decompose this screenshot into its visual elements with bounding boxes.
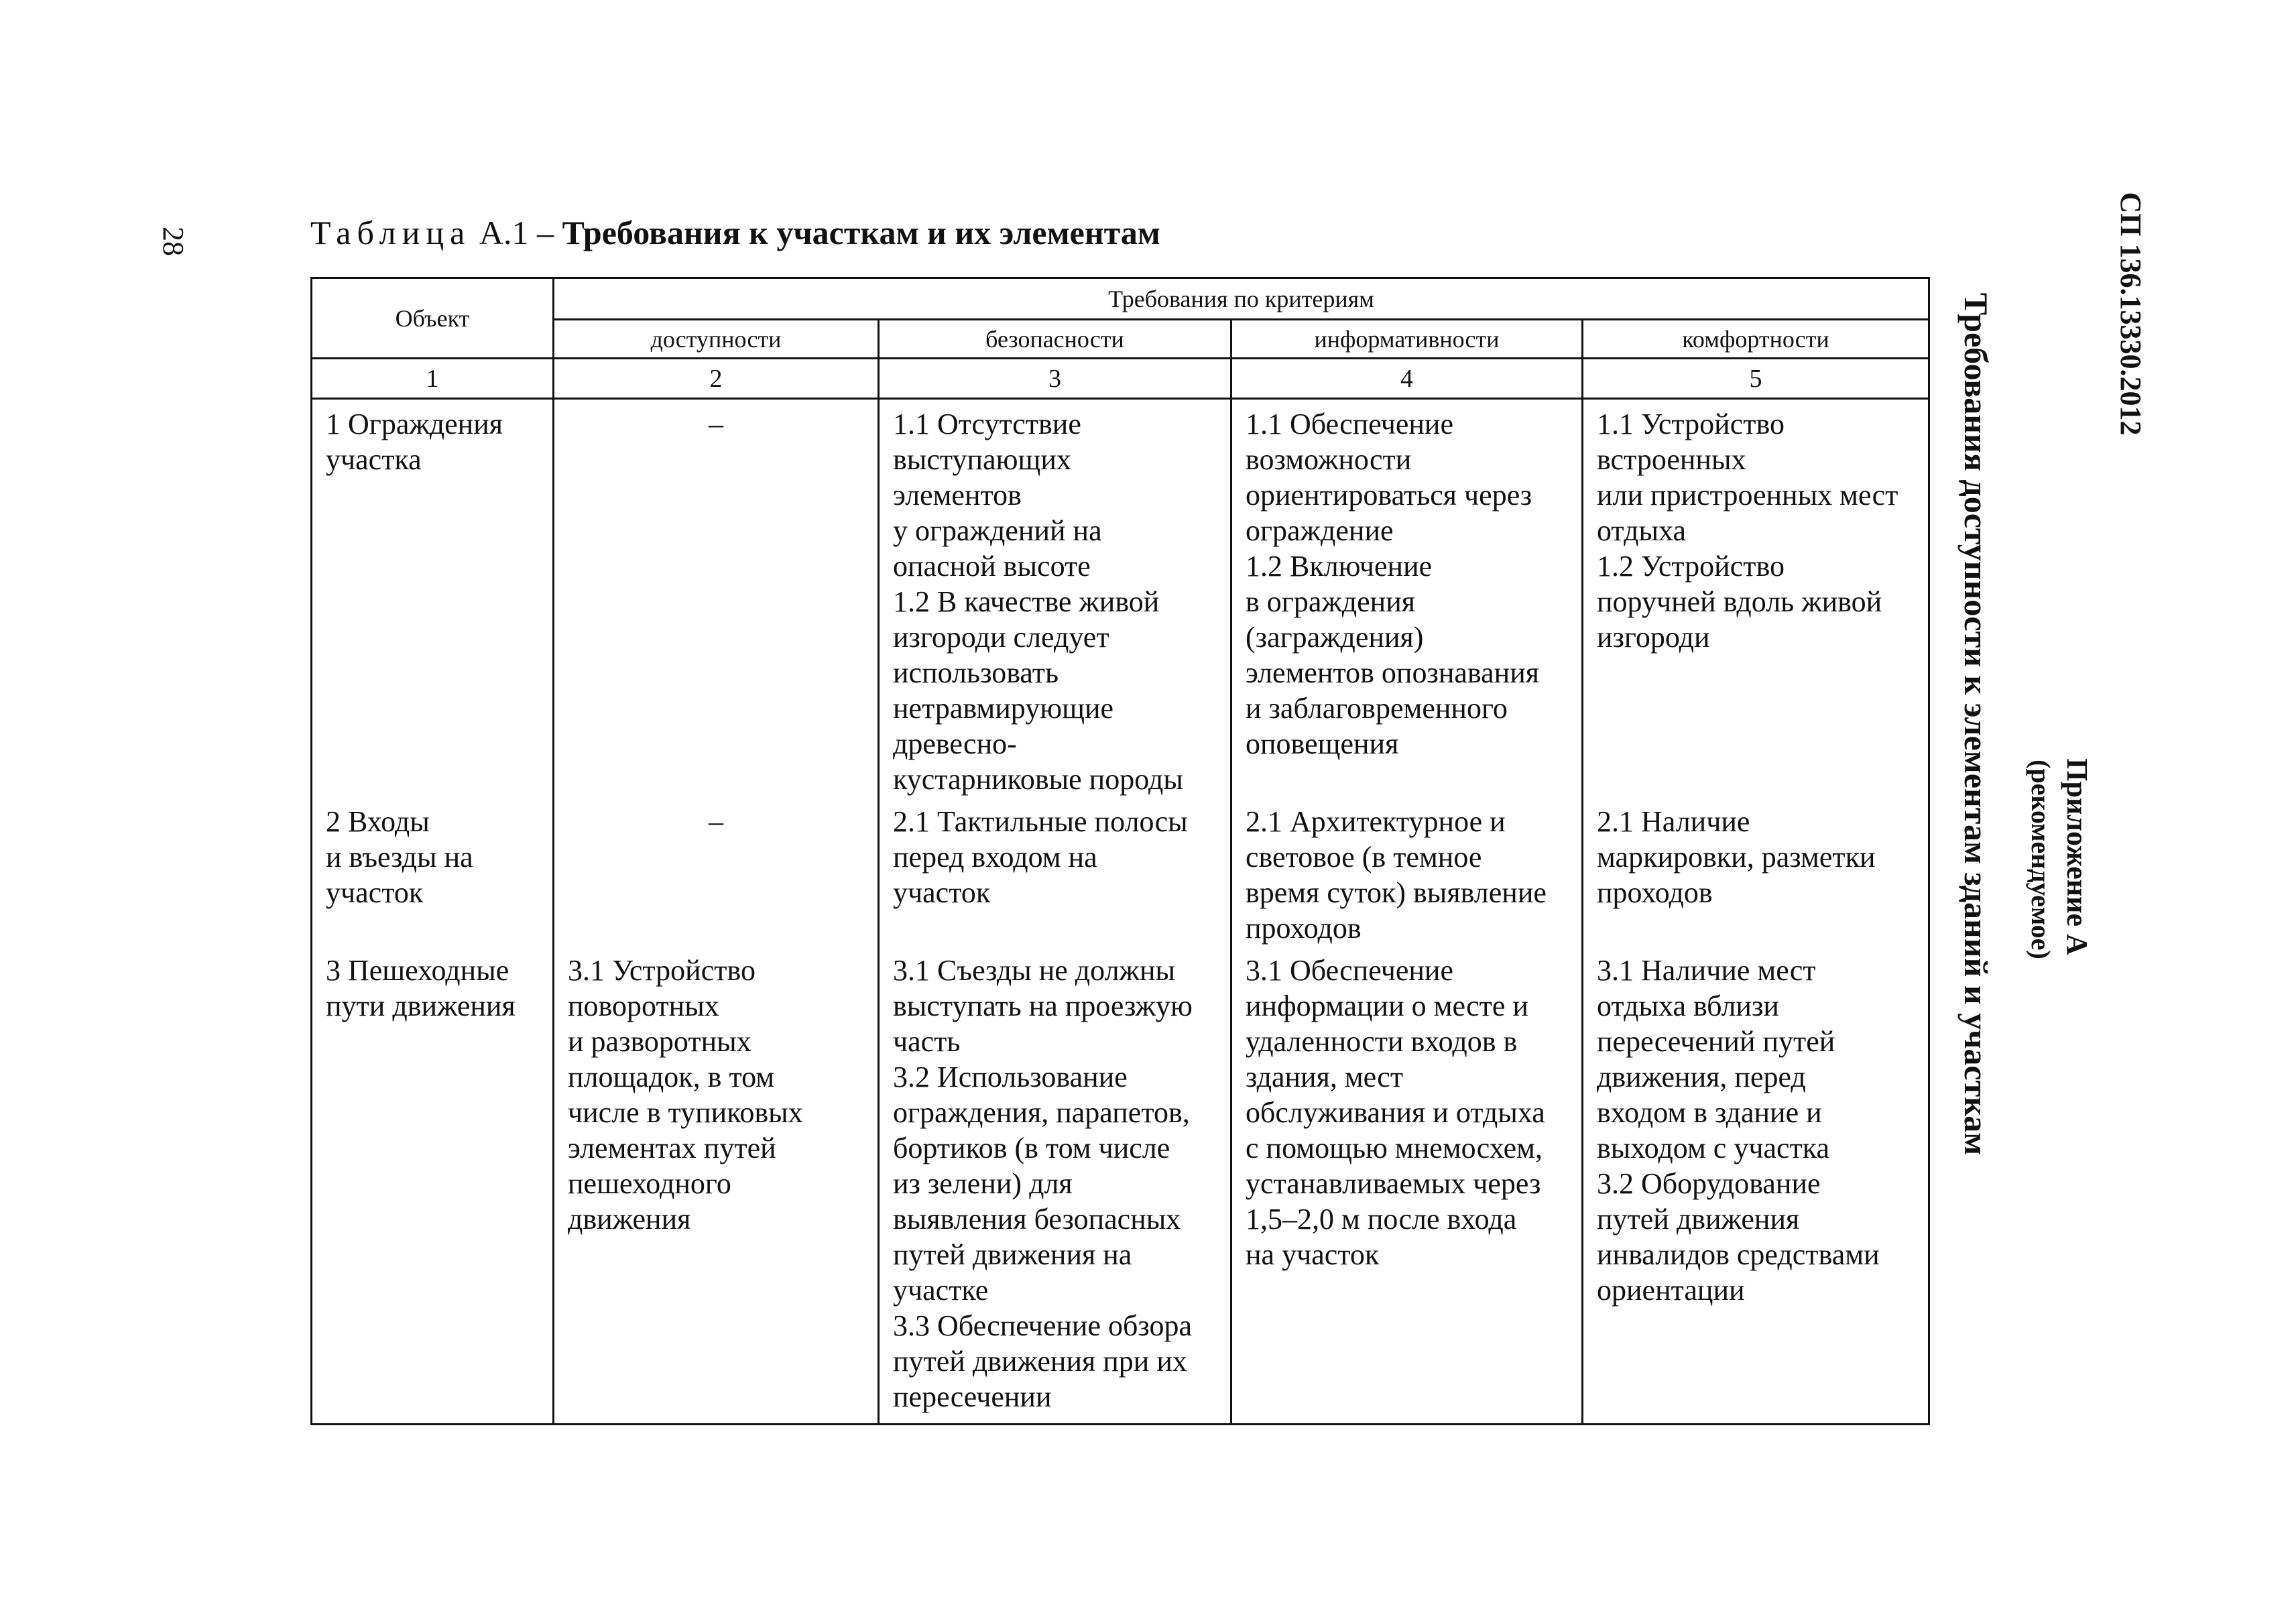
cell-line: выступающих bbox=[893, 443, 1071, 476]
cell-line: ориентации bbox=[1597, 1274, 1745, 1307]
cell-line: 3.1 Наличие мест bbox=[1597, 954, 1816, 987]
cell-line: движения bbox=[568, 1203, 691, 1236]
cell-line: в ограждения bbox=[1246, 585, 1415, 618]
cell-line: 1.2 В качестве живой bbox=[893, 585, 1160, 618]
cell-line: инвалидов средствами bbox=[1597, 1238, 1880, 1271]
cell-object bbox=[312, 399, 554, 798]
cell-line: проходов bbox=[1597, 876, 1713, 909]
cell-line: – bbox=[709, 805, 723, 838]
cell-text bbox=[893, 406, 1217, 797]
cell-line: движения, перед bbox=[1597, 1061, 1806, 1093]
cell-text bbox=[1597, 953, 1915, 1308]
header-safety: безопасности bbox=[879, 320, 1231, 359]
cell-line: – bbox=[709, 408, 723, 440]
cell-safety bbox=[879, 399, 1231, 798]
cell-line: (заграждения) bbox=[1246, 621, 1424, 654]
cell-line: путей движения на bbox=[893, 1238, 1132, 1271]
column-number: 3 bbox=[879, 359, 1231, 399]
cell-line: часть bbox=[893, 1025, 961, 1058]
cell-line: элементов bbox=[893, 479, 1022, 512]
column-number: 4 bbox=[1231, 359, 1583, 399]
header-informativeness: информативности bbox=[1231, 320, 1583, 359]
cell-line: поворотных bbox=[568, 989, 719, 1022]
caption-title: Требования к участкам и их элементам bbox=[562, 214, 1160, 251]
cell-line: 2.1 Наличие bbox=[1597, 805, 1750, 838]
column-number: 2 bbox=[554, 359, 879, 399]
cell-informativeness bbox=[1231, 797, 1583, 946]
cell-line: участке bbox=[893, 1274, 989, 1307]
cell-object bbox=[312, 946, 554, 1424]
cell-line: оповещения bbox=[1246, 727, 1399, 760]
cell-line: числе в тупиковых bbox=[568, 1096, 803, 1129]
cell-line: у ограждений на bbox=[893, 514, 1102, 547]
cell-line: поручней вдоль живой bbox=[1597, 585, 1882, 618]
cell-line: устанавливаемых через bbox=[1246, 1167, 1541, 1200]
cell-accessibility bbox=[554, 946, 879, 1424]
caption-number: А.1 bbox=[479, 214, 529, 251]
table-body bbox=[312, 399, 1929, 1425]
cell-text bbox=[326, 406, 539, 477]
cell-text bbox=[326, 804, 539, 910]
cell-line: 1.1 Обеспечение bbox=[1246, 408, 1453, 440]
cell-line: изгороди bbox=[1597, 621, 1710, 654]
cell-line: опасной высоте bbox=[893, 550, 1091, 583]
cell-line: древесно- bbox=[893, 727, 1017, 760]
cell-line: обслуживания и отдыха bbox=[1246, 1096, 1545, 1129]
cell-line: и въезды на bbox=[326, 841, 473, 874]
cell-line: бортиков (в том числе bbox=[893, 1132, 1170, 1164]
cell-text bbox=[893, 953, 1217, 1415]
cell-line: 2 Входы bbox=[326, 805, 430, 838]
cell-text bbox=[1246, 953, 1568, 1272]
cell-line: 1,5–2,0 м после входа bbox=[1246, 1203, 1517, 1236]
cell-line: удаленности входов в bbox=[1246, 1025, 1518, 1058]
cell-line: и заблаговременного bbox=[1246, 692, 1508, 725]
cell-line: 3.1 Обеспечение bbox=[1246, 954, 1453, 987]
cell-line: 3.2 Оборудование bbox=[1597, 1167, 1821, 1200]
cell-text bbox=[1246, 406, 1568, 762]
cell-line: элементов опознавания bbox=[1246, 656, 1539, 689]
cell-accessibility bbox=[554, 399, 879, 798]
cell-line: или пристроенных мест bbox=[1597, 479, 1898, 512]
table-row bbox=[312, 946, 1929, 1424]
cell-object bbox=[312, 797, 554, 946]
cell-line: участок bbox=[893, 876, 991, 909]
cell-line: 3 Пешеходные bbox=[326, 954, 509, 987]
cell-line: отдыха bbox=[1597, 514, 1686, 547]
cell-informativeness bbox=[1231, 946, 1583, 1424]
cell-line: 3.1 Устройство bbox=[568, 954, 756, 987]
cell-text bbox=[1597, 406, 1915, 655]
cell-text bbox=[568, 406, 864, 442]
header-accessibility: доступности bbox=[554, 320, 879, 359]
cell-line: путей движения bbox=[1597, 1203, 1800, 1236]
cell-line: пути движения bbox=[326, 989, 516, 1022]
requirements-table bbox=[310, 277, 1930, 1425]
cell-line: 2.1 Архитектурное и bbox=[1246, 805, 1506, 838]
cell-line: ограждение bbox=[1246, 514, 1394, 547]
cell-line: пересечений путей bbox=[1597, 1025, 1835, 1058]
cell-line: 1.1 Устройство bbox=[1597, 408, 1785, 440]
cell-line: выступать на проезжую bbox=[893, 989, 1193, 1022]
cell-line: кустарниковые породы bbox=[893, 763, 1183, 796]
cell-comfort bbox=[1583, 946, 1929, 1424]
cell-line: 2.1 Тактильные полосы bbox=[893, 805, 1188, 838]
cell-line: время суток) выявление bbox=[1246, 876, 1547, 909]
cell-line: пешеходного bbox=[568, 1167, 731, 1200]
cell-informativeness bbox=[1231, 399, 1583, 798]
cell-line: здания, мест bbox=[1246, 1061, 1404, 1093]
cell-line: 3.3 Обеспечение обзора bbox=[893, 1309, 1193, 1342]
cell-line: 1.2 Устройство bbox=[1597, 550, 1785, 583]
table-row bbox=[312, 399, 1929, 798]
cell-comfort bbox=[1583, 797, 1929, 946]
cell-line: участка bbox=[326, 443, 422, 476]
cell-line: 1 Ограждения bbox=[326, 408, 503, 440]
header-object: Объект bbox=[312, 278, 554, 359]
cell-line: возможности bbox=[1246, 443, 1412, 476]
cell-line: ориентироваться через bbox=[1246, 479, 1532, 512]
cell-line: встроенных bbox=[1597, 443, 1746, 476]
cell-line: на участок bbox=[1246, 1238, 1380, 1271]
cell-line: входом в здание и bbox=[1597, 1096, 1822, 1129]
header-comfort: комфортности bbox=[1583, 320, 1929, 359]
table-row bbox=[312, 797, 1929, 946]
cell-text bbox=[326, 953, 539, 1024]
appendix-note: (рекомендуемое) bbox=[2026, 760, 2056, 959]
caption-dash: – bbox=[528, 214, 562, 251]
cell-line: выявления безопасных bbox=[893, 1203, 1181, 1236]
page-number: 28 bbox=[157, 227, 190, 256]
cell-line: с помощью мнемосхем, bbox=[1246, 1132, 1543, 1164]
cell-line: изгороди следует bbox=[893, 621, 1109, 654]
cell-line: проходов bbox=[1246, 912, 1362, 945]
cell-line: элементах путей bbox=[568, 1132, 776, 1164]
cell-line: маркировки, разметки bbox=[1597, 841, 1876, 874]
cell-line: выходом с участка bbox=[1597, 1132, 1829, 1164]
column-number: 1 bbox=[312, 359, 554, 399]
cell-line: 3.1 Съезды не должны bbox=[893, 954, 1176, 987]
cell-text bbox=[1597, 804, 1915, 910]
cell-line: 1.1 Отсутствие bbox=[893, 408, 1081, 440]
section-title: Требования доступности к элементам зданий и участкам bbox=[1957, 292, 1995, 1156]
cell-line: отдыха вблизи bbox=[1597, 989, 1779, 1022]
cell-text bbox=[893, 804, 1217, 910]
cell-text bbox=[568, 804, 864, 839]
cell-line: и разворотных bbox=[568, 1025, 751, 1058]
cell-line: перед входом на bbox=[893, 841, 1097, 874]
header-criteria-group: Требования по критериям bbox=[554, 278, 1929, 320]
document-code: СП 136.13330.2012 bbox=[2114, 192, 2147, 436]
cell-text bbox=[568, 953, 864, 1237]
cell-line: 3.2 Использование bbox=[893, 1061, 1128, 1093]
cell-safety bbox=[879, 946, 1231, 1424]
cell-line: путей движения при их bbox=[893, 1345, 1187, 1378]
cell-line: из зелени) для bbox=[893, 1167, 1073, 1200]
cell-line: информации о месте и bbox=[1246, 989, 1528, 1022]
appendix-title: Приложение А bbox=[2061, 758, 2094, 955]
cell-line: ограждения, парапетов, bbox=[893, 1096, 1190, 1129]
cell-text bbox=[1246, 804, 1568, 946]
cell-safety bbox=[879, 797, 1231, 946]
cell-line: площадок, в том bbox=[568, 1061, 775, 1093]
cell-accessibility bbox=[554, 797, 879, 946]
cell-line: световое (в темное bbox=[1246, 841, 1482, 874]
caption-prefix: Таблица bbox=[310, 214, 471, 251]
cell-comfort bbox=[1583, 399, 1929, 798]
table-caption bbox=[310, 213, 1160, 252]
cell-line: 1.2 Включение bbox=[1246, 550, 1433, 583]
cell-line: участок bbox=[326, 876, 424, 909]
cell-line: использовать bbox=[893, 656, 1059, 689]
cell-line: пересечении bbox=[893, 1380, 1052, 1413]
cell-line: нетравмирующие bbox=[893, 692, 1114, 725]
column-number: 5 bbox=[1583, 359, 1929, 399]
